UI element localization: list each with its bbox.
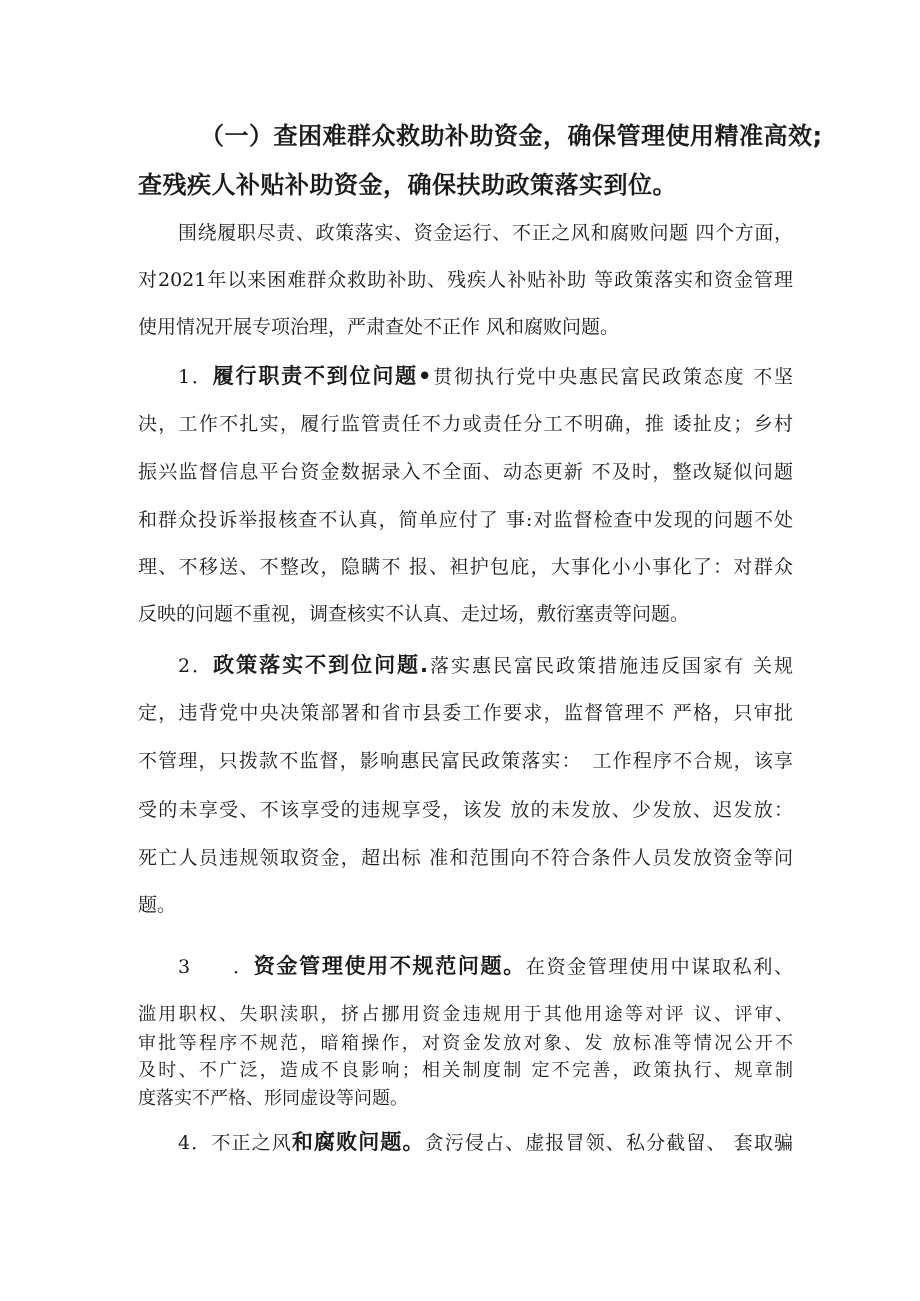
item3-line5: 度落实不严格、形同虚设等问题。 — [138, 1088, 408, 1109]
intro-line1: 围绕履职尽责、政策落实、资金运行、不正之风和腐败问题 四个方面， — [178, 222, 793, 244]
item3-title: 资金管理使用不规范问题。 — [253, 954, 526, 978]
item4-number: 4． — [178, 1132, 212, 1154]
item2-line1-text: 落实惠民富民政策措施违反国家有 关规 — [428, 655, 794, 677]
item1-line1-text: 贯彻执行党中央惠民富民政策态度 不坚 — [431, 366, 794, 388]
item2-line3: 不管理，只拨款不监督，影响惠民富民政策落实： 工作程序不合规，该享 — [138, 750, 793, 772]
intro-line2: 对2021年以来困难群众救助补助、残疾人补贴补助 等政策落实和资金管理 — [138, 269, 793, 291]
item2-number: 2． — [178, 655, 214, 677]
item3-number: 3 ． — [178, 956, 254, 978]
item1-number: 1． — [178, 366, 213, 388]
item2-line4: 受的未享受、不该享受的违规享受，该发 放的未发放、少发放、迟发放： — [138, 799, 793, 821]
item2-line6: 题。 — [138, 894, 177, 916]
item1-line1 — [178, 360, 793, 390]
item1-line2: 决，工作不扎实，履行监管责任不力或责任分工不明确，推 诿扯皮；乡村 — [138, 413, 793, 435]
item2-line5: 死亡人员违规领取资金，超出标 准和范围向不符合条件人员发放资金等问 — [138, 847, 793, 869]
intro-line3: 使用情况开展专项治理，严肃查处不正作 风和腐败问题。 — [138, 316, 620, 338]
item4-line1 — [178, 1126, 793, 1156]
item2-line2: 定，违背党中央决策部署和省市县委工作要求，监督管理不 严格，只审批 — [138, 702, 793, 724]
item2-line1 — [178, 649, 793, 679]
item3-line4: 及时、不广泛，造成不良影响；相关制度制 定不完善，政策执行、规章制 — [138, 1060, 793, 1081]
item3-line1-text: 在资金管理使用中谋取私利、 — [525, 956, 794, 978]
item1-line5: 理、不移送、不整改，隐瞒不 报、袒护包庇，大事化小小事化了：对群众 — [138, 556, 793, 578]
section-heading-line2: 查残疾人补贴补助资金，确保扶助政策落实到位。 — [138, 171, 677, 199]
item3-line3: 审批等程序不规范，暗箱操作，对资金发放对象、发 放标准等情况公开不 — [138, 1033, 793, 1054]
item4-line1-text: 贪污侵占、虚报冒领、私分截留、 套取骗 — [424, 1132, 794, 1154]
item2-title: 政策落实不到位问题. — [213, 653, 429, 677]
item4-title: 和腐败问题。 — [291, 1130, 425, 1154]
item1-line6: 反映的问题不重视，调查核实不认真、走过场，敷衍塞责等问题。 — [138, 603, 690, 625]
item4-plain: 不正之风 — [211, 1132, 292, 1154]
item3-line2: 滥用职权、失职渎职，挤占挪用资金违规用于其他用途等对评 议、评审、 — [138, 1004, 793, 1025]
item1-line4: 和群众投诉举报核查不认真，简单应付了 事:对监督检查中发现的问题不处 — [138, 509, 793, 531]
item1-title: 履行职责不到位问题• — [212, 364, 432, 388]
section-heading-line1: （一）查困难群众救助补助资金，确保管理使用精准高效; — [200, 122, 823, 150]
item1-line3: 振兴监督信息平台资金数据录入不全面、动态更新 不及时，整改疑似问题 — [138, 461, 793, 483]
item3-line1 — [178, 950, 793, 980]
